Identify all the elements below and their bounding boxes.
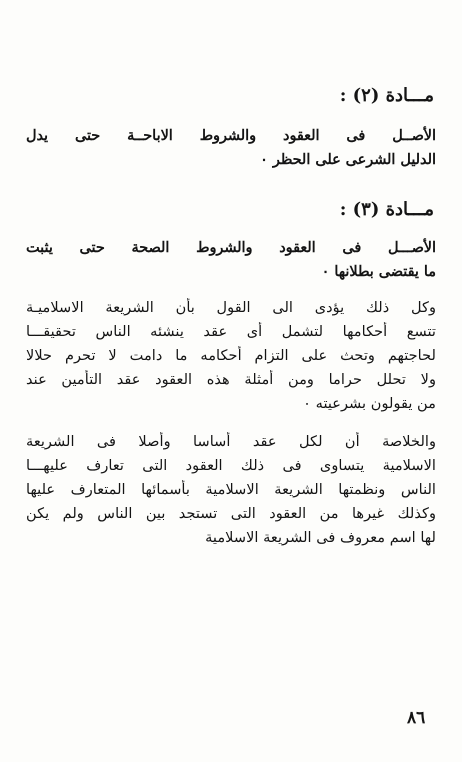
- paragraph-2-line-5: لها اسم معروف فى الشريعة الاسلامية: [205, 529, 436, 546]
- paragraph-1-line-3: لحاجتهم وتحث على التزام أحكامه ما دامت لا تحرم حلالا: [26, 347, 436, 364]
- paragraph-1-line-1: وكل ذلك يؤدى الى القول بأن الشريعة الاسلاميـة: [26, 299, 436, 316]
- article-2-line-1: الأصــل فى العقود والشروط الاباحــة حتى يدل: [26, 127, 436, 144]
- paragraph-1-line-5: من يقولون بشرعيته ٠: [303, 395, 436, 412]
- article-3-heading: مـــادة (٣) :: [339, 199, 434, 220]
- article-3-line-2: ما يقتضى بطلانها ٠: [321, 263, 436, 280]
- paragraph-2-line-3: الناس ونظمتها الشريعة الاسلامية بأسمائها المتعارف عليها: [26, 481, 436, 498]
- page-number: ٨٦: [407, 708, 426, 728]
- article-2-heading: مـــادة (٢) :: [339, 85, 434, 106]
- paragraph-1-line-2: تتسع أحكامها لتشمل أى عقد ينشئه الناس تحقيقـــا: [26, 323, 436, 340]
- paragraph-2-line-4: وكذلك غيرها من العقود التى تستجد بين الناس ولم يكن: [26, 505, 436, 522]
- paragraph-1-line-4: ولا تحلل حراما ومن أمثلة هذه العقود عقد التأمين عند: [26, 371, 436, 388]
- paragraph-2-line-1: والخلاصة أن لكل عقد أساسا وأصلا فى الشريعة: [26, 433, 436, 450]
- paragraph-2-line-2: الاسلامية يتساوى فى ذلك العقود التى تعارف عليهـــا: [26, 457, 436, 474]
- article-3-line-1: الأصـــل فى العقود والشروط الصحة حتى يثبت: [26, 239, 436, 256]
- article-2-line-2: الدليل الشرعى على الحظر ٠: [260, 151, 436, 168]
